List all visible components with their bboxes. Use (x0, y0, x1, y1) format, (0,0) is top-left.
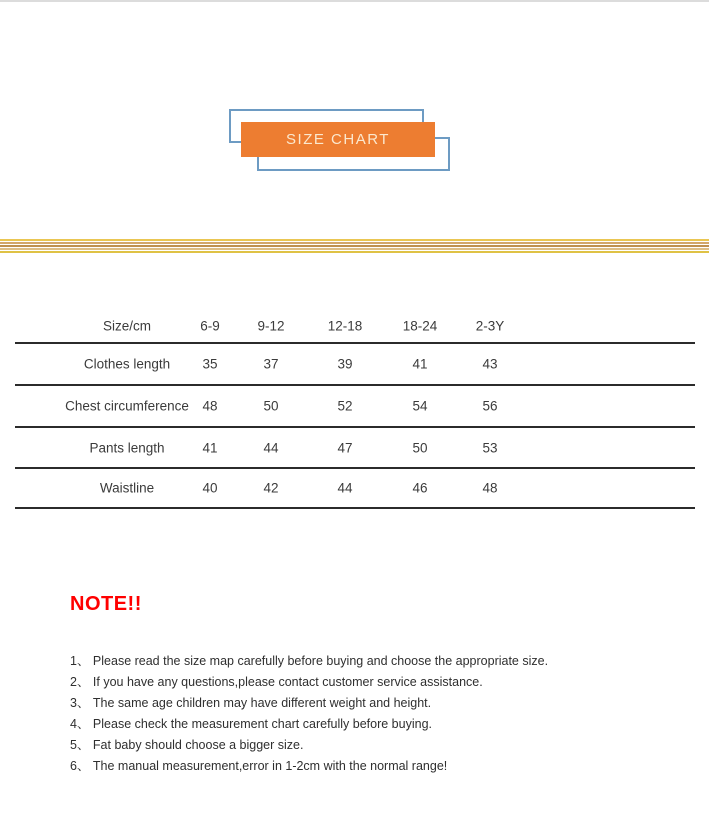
note-item: 6、 The manual measurement,error in 1-2cm with the normal range! (70, 759, 448, 773)
size-chart-banner (241, 122, 435, 157)
table-cell: 39 (337, 356, 353, 372)
table-cell: 50 (412, 440, 428, 455)
image-top-border (0, 0, 709, 2)
table-cell: 41 (412, 356, 428, 372)
table-row-label: Waistline (99, 480, 155, 496)
table-cell: 50 (263, 398, 279, 414)
note-item: 5、 Fat baby should choose a bigger size. (70, 738, 304, 752)
divider-line (0, 245, 709, 247)
table-row (15, 469, 695, 509)
table-cell: 40 (202, 480, 218, 496)
table-row (15, 344, 695, 386)
note-item: 1、 Please read the size map carefully before buying and choose the appropriate size. (70, 654, 549, 668)
table-cell: 41 (202, 440, 218, 455)
divider-line (0, 251, 709, 253)
table-row-label: Chest circumference (65, 398, 189, 414)
table-row (15, 428, 695, 469)
note-item: 3、 The same age children may have different weight and height. (70, 696, 432, 710)
table-header-cell: 9-12 (257, 318, 285, 334)
table-header-cell: 12-18 (327, 318, 363, 334)
table-cell: 56 (482, 398, 498, 414)
divider-line (0, 242, 709, 244)
note-list (70, 651, 650, 777)
table-header-cell: 6-9 (200, 318, 220, 334)
gold-divider (0, 239, 709, 254)
banner-title: SIZE CHART (286, 131, 390, 148)
table-cell: 47 (337, 440, 353, 455)
table-header-cell: 2-3Y (475, 318, 505, 334)
table-cell: 46 (412, 480, 428, 496)
table-row-label: Clothes length (83, 356, 171, 372)
divider-line (0, 239, 709, 241)
divider-line (0, 248, 709, 250)
table-cell: 48 (202, 398, 218, 414)
note-item: 2、 If you have any questions,please contact customer service assistance. (70, 675, 483, 689)
note-heading: NOTE!! (70, 593, 142, 615)
table-cell: 37 (263, 356, 279, 372)
table-cell: 35 (202, 356, 218, 372)
table-row-label: Pants length (89, 440, 165, 455)
table-cell: 42 (263, 480, 279, 496)
table-cell: 44 (337, 480, 353, 496)
table-header-row (15, 310, 695, 344)
table-cell: 52 (337, 398, 353, 414)
table-cell: 48 (482, 480, 498, 496)
table-header-label: Size/cm (102, 318, 152, 334)
table-cell: 43 (482, 356, 498, 372)
table-header-cell: 18-24 (402, 318, 438, 334)
table-cell: 53 (482, 440, 498, 455)
table-cell: 54 (412, 398, 428, 414)
note-item: 4、 Please check the measurement chart carefully before buying. (70, 717, 432, 731)
table-cell: 44 (263, 440, 279, 455)
size-table (15, 310, 695, 509)
table-row (15, 386, 695, 428)
